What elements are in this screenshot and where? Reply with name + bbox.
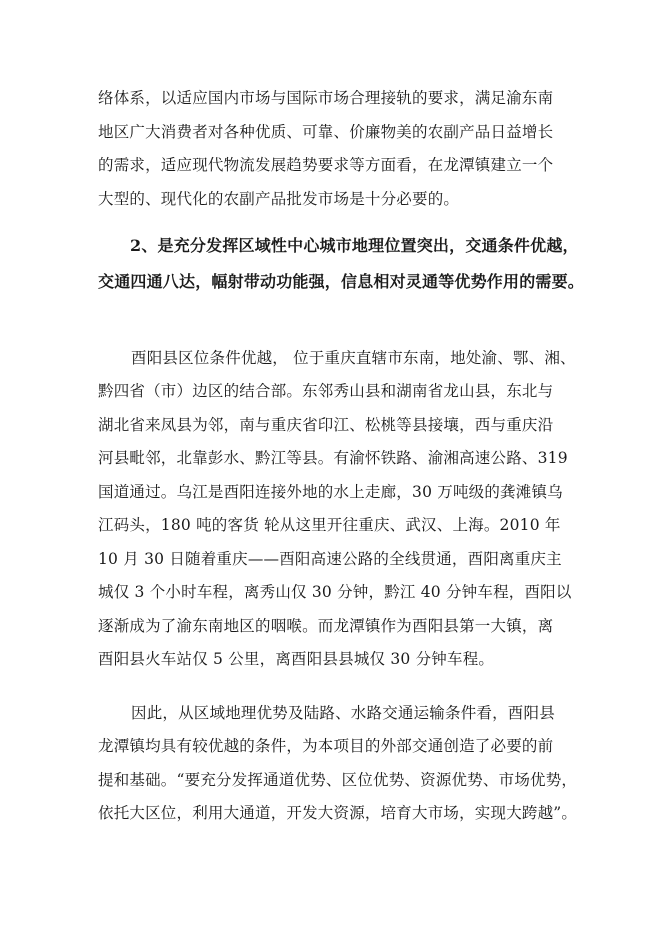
paragraph-2-line-8: 城仅 3 个小时车程，离秀山仅 30 分钟，黔江 40 分钟车程，酉阳以 [98, 583, 572, 601]
paragraph-1-line-4: 大型的、现代化的农副产品批发市场是十分必要的。 [98, 190, 460, 208]
paragraph-2-line-1: 酉阳县区位条件优越， 位于重庆直辖市东南，地处渝、鄂、湘、 [131, 349, 576, 367]
paragraph-2-line-4: 河县毗邻，北靠彭水、黔江等县。有渝怀铁路、渝湘高速公路、319 [98, 449, 568, 467]
paragraph-3-line-1: 因此，从区域地理优势及陆路、水路交通运输条件看，酉阳县 [131, 704, 555, 722]
paragraph-2-line-3: 湖北省来凤县为邻，南与重庆省印江、松桃等县接壤，西与重庆沿 [98, 416, 554, 434]
paragraph-2-line-2: 黔四省（市）边区的结合部。东邻秀山县和湖南省龙山县，东北与 [98, 382, 554, 400]
paragraph-1-line-1: 络体系，以适应国内市场与国际市场合理接轨的要求，满足渝东南 [98, 89, 554, 107]
section-heading-line-2: 交通四通八达，幅射带动功能强，信息相对灵通等优势作用的需要。 [98, 272, 585, 291]
paragraph-1-line-2: 地区广大消费者对各种优质、可靠、价廉物美的农副产品日益增长 [98, 123, 554, 141]
paragraph-2-line-6: 江码头，180 吨的客货 轮从这里开往重庆、武汉、上海。2010 年 [98, 516, 561, 534]
paragraph-2-line-10: 酉阳县火车站仅 5 公里，离酉阳县县城仅 30 分钟车程。 [98, 650, 495, 668]
paragraph-2-line-9: 逐渐成为了渝东南地区的咽喉。而龙潭镇作为酉阳县第一大镇，离 [98, 617, 554, 635]
paragraph-3-line-4: 依托大区位，利用大通道，开发大资源，培育大市场，实现大跨越”。 [98, 804, 578, 822]
paragraph-2-line-5: 国道通过。乌江是酉阳连接外地的水上走廊，30 万吨级的龚滩镇乌 [98, 483, 563, 501]
paragraph-2-line-7: 10 月 30 日随着重庆——酉阳高速公路的全线贯通，酉阳离重庆主 [98, 550, 562, 568]
paragraph-3-line-3: 提和基础。“要充分发挥通道优势、区位优势、资源优势、市场优势， [98, 771, 578, 789]
paragraph-1-line-3: 的需求，适应现代物流发展趋势要求等方面看，在龙潭镇建立一个 [98, 156, 554, 174]
section-heading-line-1: 2、是充分发挥区域性中心城市地理位置突出，交通条件优越， [130, 236, 579, 255]
paragraph-3-line-2: 龙潭镇均具有较优越的条件，为本项目的外部交通创造了必要的前 [98, 737, 554, 755]
